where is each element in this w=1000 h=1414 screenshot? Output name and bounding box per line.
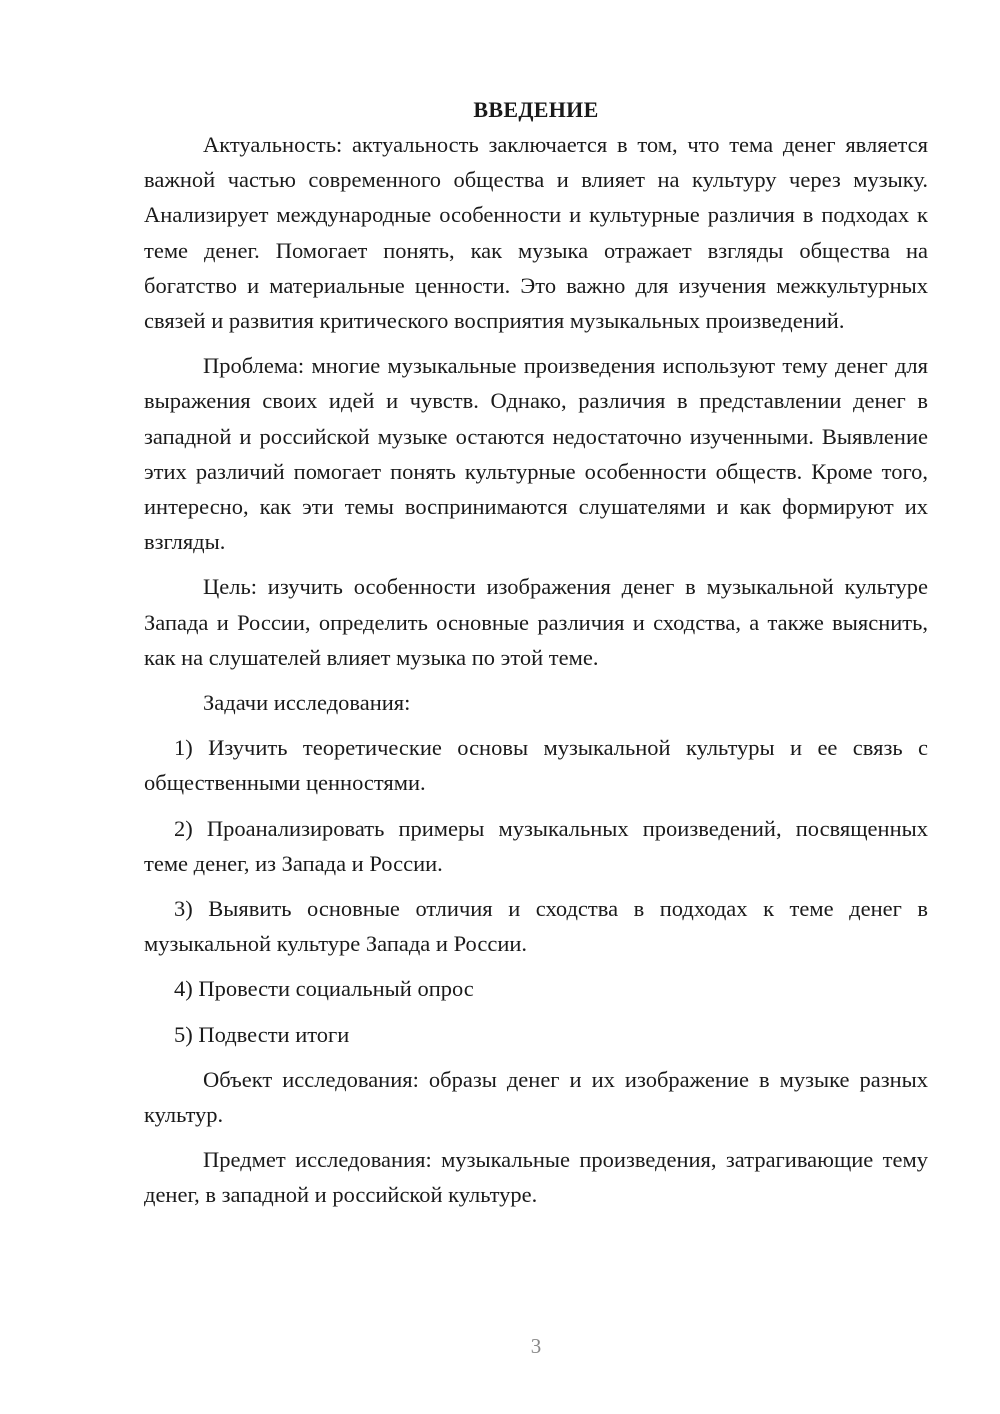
page-number: 3 (530, 1334, 542, 1358)
tasks-heading: Задачи исследования: (203, 690, 411, 716)
page-title: ВВЕДЕНИЕ (473, 97, 599, 122)
task-item-5: 5) Подвести итоги (174, 1021, 350, 1047)
paragraph-problem: Проблема: многие музыкальные произведения используют тему денег для выражения своих идей и чувств. Однако, различия в представлении денег в западной и российской музыке остаются недостаточно изученными. Выявление этих различий помогает понять культурные особенности обществ. Кроме того, интересно, как эти темы воспринимаются слушателями и как формируют их взгляды. (144, 353, 928, 555)
paragraph-goal: Цель: изучить особенности изображения денег в музыкальной культуре Запада и России, определить основные различия и сходства, а также выяснить, как на слушателей влияет музыка по этой теме. (144, 574, 928, 670)
task-item-2: 2) Проанализировать примеры музыкальных произведений, посвященных теме денег, из Запада и России. (144, 815, 928, 876)
paragraph-object: Объект исследования: образы денег и их изображение в музыке разных культур. (144, 1066, 928, 1128)
task-item-3: 3) Выявить основные отличия и сходства в подходах к теме денег в музыкальной культуре Запада и России. (144, 896, 928, 957)
paragraph-subject: Предмет исследования: музыкальные произведения, затрагивающие тему денег, в западной и российской культуре. (144, 1147, 928, 1208)
document-body (144, 92, 928, 1213)
task-item-1: 1) Изучить теоретические основы музыкальной культуры и ее связь с общественными ценностями. (144, 735, 928, 796)
task-item-4: 4) Провести социальный опрос (174, 976, 474, 1002)
paragraph-relevance: Актуальность: актуальность заключается в том, что тема денег является важной частью современного общества и влияет на культуру через музыку. Анализирует международные особенности и культурные различия в подходах к теме денег. Помогает понять, как музыка отражает взгляды общества на богатство и материальные ценности. Это важно для изучения межкультурных связей и развития критического восприятия музыкальных произведений. (144, 132, 928, 334)
